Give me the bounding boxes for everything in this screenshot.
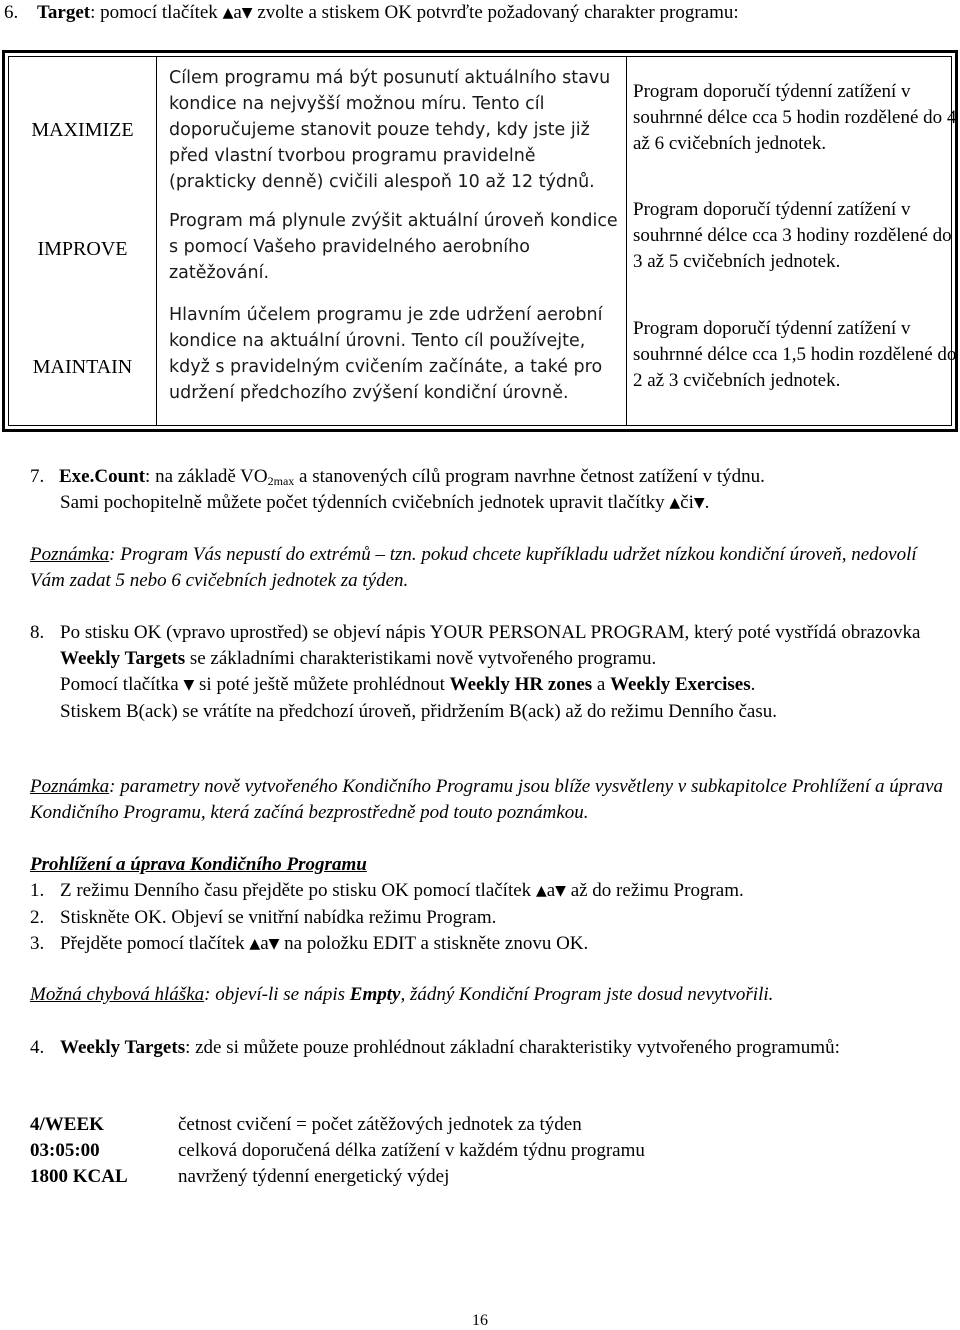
- list-item: [30, 878, 950, 905]
- step-text: Sami pochopitelně můžete počet týdenních cvičebních jednotek upravit tlačítky: [60, 492, 670, 513]
- item-number: 1.: [30, 880, 45, 901]
- target-value: celková doporučená délka zatížení v každém týdnu programu: [178, 1140, 645, 1161]
- target-value: navržený týdenní energetický výdej: [178, 1166, 450, 1187]
- column-divider: [156, 57, 157, 425]
- list-item: [30, 931, 950, 958]
- error-label: Možná chybová hláška: [30, 984, 205, 1005]
- step-text: se základními charakteristikami nově vytvořeného programu.: [185, 648, 657, 669]
- item-text: až do režimu Program.: [565, 880, 744, 901]
- page-number: 16: [472, 1312, 488, 1329]
- step-number: 4.: [30, 1037, 45, 1058]
- down-arrow-icon: ▼: [268, 936, 280, 952]
- target-key: 1800 KCAL: [30, 1166, 128, 1187]
- up-arrow-icon: ▲: [669, 495, 681, 511]
- step-text: Po stisku OK (vpravo uprostřed) se objeví nápis YOUR PERSONAL PROGRAM, který poté vystřídá obrazovka: [60, 622, 921, 643]
- step-title: Weekly Targets: [60, 1037, 186, 1058]
- item-number: 2.: [30, 907, 45, 928]
- step-8: [30, 620, 950, 725]
- row-description-maintain: Hlavním účelem programu je zde udržení aerobní kondice na aktuální úrovni. Tento cíl používejte, když s pravidelným cvičením začínáte, a také pro udržení předchozího zvýšení kondiční úrovně.: [169, 305, 603, 403]
- row-recommendation-maximize: Program doporučí týdenní zatížení v souhrnné délce cca 5 hodin rozdělené do 4 až 6 cvičebních jednotek.: [633, 81, 957, 154]
- down-arrow-icon: ▼: [555, 883, 566, 899]
- weekly-exercises-term: Weekly Exercises: [610, 674, 751, 695]
- section-view-edit: [30, 852, 950, 958]
- conjunction: a: [592, 674, 611, 695]
- conjunction: a: [233, 2, 242, 23]
- target-value: četnost cvičení = počet zátěžových jednotek za týden: [178, 1114, 582, 1135]
- error-text: : objeví-li se nápis: [204, 984, 350, 1005]
- down-arrow-icon: ▼: [241, 5, 253, 21]
- step-text: a stanovených cílů program navrhne četnost zatížení v týdnu.: [294, 466, 765, 487]
- table-inner: [8, 56, 957, 426]
- note-label: Poznámka: [30, 544, 110, 565]
- step-number: 7.: [30, 466, 45, 487]
- up-arrow-icon: ▲: [249, 936, 261, 952]
- step-text: : na základě VO: [145, 466, 268, 487]
- conjunction: a: [260, 933, 269, 954]
- row-recommendation-maintain: Program doporučí týdenní zatížení v souhrnné délce cca 1,5 hodin rozdělené do 2 až 3 cvičebních jednotek.: [633, 318, 957, 391]
- section-title: Prohlížení a úprava Kondičního Programu: [30, 854, 367, 875]
- item-text: na položku EDIT a stiskněte znovu OK.: [279, 933, 589, 954]
- down-arrow-icon: ▼: [693, 495, 705, 511]
- row-description-improve: Program má plynule zvýšit aktuální úroveň kondice s pomocí Vašeho pravidelného aerobního zatěžování.: [169, 211, 618, 283]
- row-label-maintain: MAINTAIN: [32, 356, 133, 378]
- step-number: 6.: [4, 2, 19, 23]
- column-divider: [626, 57, 627, 425]
- list-item: [30, 905, 950, 931]
- step-text: .: [704, 492, 710, 513]
- target-key: 03:05:00: [30, 1140, 100, 1161]
- step-text: Pomocí tlačítka: [60, 674, 184, 695]
- row-recommendation-improve: Program doporučí týdenní zatížení v souhrnné délce cca 3 hodiny rozdělené do 3 až 5 cvičebních jednotek.: [633, 199, 952, 272]
- step-text: .: [750, 674, 756, 695]
- error-note: [30, 982, 950, 1008]
- error-text: , žádný Kondiční Program jste dosud nevytvořili.: [400, 984, 774, 1005]
- step-4: [30, 1035, 950, 1061]
- conjunction: či: [680, 492, 694, 513]
- weekly-hr-zones-term: Weekly HR zones: [449, 674, 593, 695]
- row-label-maximize: MAXIMIZE: [31, 119, 134, 141]
- step-7: [30, 464, 950, 517]
- step-text: : pomocí tlačítek: [90, 2, 223, 23]
- row-description-maximize: Cílem programu má být posunutí aktuálního stavu kondice na nejvyšší možnou míru. Tento cíl doporučujeme stanovit pouze tehdy, kdy jste již před vlastní tvorbou programu pravidelně (prakticky denně) cvičili alespoň 10 až 12 týdnů.: [169, 68, 611, 192]
- up-arrow-icon: ▲: [535, 883, 547, 899]
- note-2: [30, 774, 950, 826]
- item-text: Přejděte pomocí tlačítek: [60, 933, 250, 954]
- step-6-heading: [4, 0, 739, 27]
- step-text: Stiskem B(ack) se vrátíte na předchozí úroveň, přidržením B(ack) až do režimu Denního času.: [60, 701, 777, 722]
- step-text: si poté ještě můžete prohlédnout: [194, 674, 450, 695]
- note-1: [30, 542, 950, 594]
- weekly-targets-term: Weekly Targets: [60, 648, 186, 669]
- item-text: Z režimu Denního času přejděte po stisku OK pomocí tlačítek: [60, 880, 536, 901]
- item-number: 3.: [30, 933, 45, 954]
- step-text: zvolte a stiskem OK potvrďte požadovaný charakter programu:: [252, 2, 739, 23]
- note-label: Poznámka: [30, 776, 110, 797]
- program-table: [2, 50, 958, 432]
- empty-term: Empty: [349, 984, 401, 1005]
- step-title: Exe.Count: [59, 466, 146, 487]
- down-arrow-icon: ▼: [183, 677, 195, 693]
- item-text: Stiskněte OK. Objeví se vnitřní nabídka režimu Program.: [60, 907, 497, 928]
- note-text: : Program Vás nepustí do extrémů – tzn. pokud chcete kupříkladu udržet nízkou kondiční úroveň, nedovolí Vám zadat 5 nebo 6 cvičebních jednotek za týden.: [30, 544, 917, 591]
- subscript: 2max: [267, 474, 295, 488]
- row-label-improve: IMPROVE: [37, 238, 128, 260]
- conjunction: a: [546, 880, 556, 901]
- up-arrow-icon: ▲: [222, 5, 234, 21]
- step-text: : zde si můžete pouze prohlédnout základní charakteristiky vytvořeného programumů:: [185, 1037, 840, 1058]
- step-title: Target: [37, 2, 91, 23]
- note-text: : parametry nově vytvořeného Kondičního Programu jsou blíže vysvětleny v subkapitolce Prohlížení a úprava Kondičního Programu, která začíná bezprostředně pod touto poznámkou.: [30, 776, 944, 823]
- step-number: 8.: [30, 622, 45, 643]
- target-key: 4/WEEK: [30, 1114, 104, 1135]
